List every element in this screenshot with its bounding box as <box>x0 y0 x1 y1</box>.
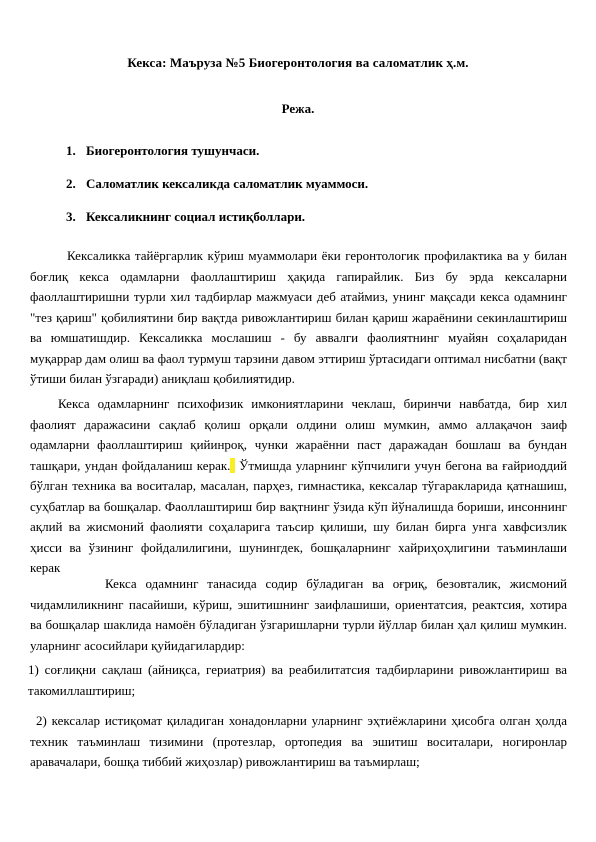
list-item-technical-support: 2) кексалар истиқомат қиладиган хонадонларни уларнинг эҳтиёжларини ҳисобга олган ҳолда техник таъминлаш тизимини (протезлар, ортопедия ва эшитиш воситалари, ногиронлар аравачалари, бошқа тиббий жиҳозлар) ривожлантириш ва таъмирлаш; <box>30 713 567 769</box>
plan-item <box>66 143 368 176</box>
plan-item-text: Биогеронтология тушунчаси. <box>86 143 260 158</box>
plan-item-number: 1. <box>66 143 76 158</box>
paragraph-text: Кекса одамларнинг психофизик имкониятларини чеклаш, биринчи навбатда, бир хил фаолият даражасини сақлаб қолиш орқали олдини олиш мумкин, аммо аллақачон заиф одамларни фаоллаштириш қийинроқ, чунки жараённи паст даражадан бошлаш ва бундан ташқари, ундан фойдаланиш керак. <box>30 396 567 473</box>
plan-item <box>66 209 368 242</box>
plan-list <box>66 143 368 242</box>
plan-item-text: Кексаликнинг социал истиқболлари. <box>86 209 306 224</box>
paragraph-text: Ўтмишда уларнинг кўпчилиги учун бегона ва ғайриоддий бўлган техника ва воситалар, масалан, парҳез, гимнастика, кексалар тўгаракларида қатнашиш, суҳбатлар ва бошқалар. Фаоллаштириш бир вақтнинг ўзида кўп йўналишда бориши, инсоннинг ақлий ва жисмоний фаолияти соҳаларига таъсир қилиши, шу билан бирга унга хавфсизлик ҳисси ва ўзининг фойдалилигини, шунингдек, бошқаларнинг хайриҳоҳлигини таъминлаши керак <box>30 457 568 575</box>
plan-item-number: 2. <box>66 176 76 191</box>
plan-heading: Режа. <box>281 101 315 116</box>
lecture-title: Кекса: Маъруза №5 Биогеронтология ва саломатлик ҳ.м. <box>127 55 469 70</box>
paragraph-psychophysical-limits <box>30 394 567 579</box>
list-item-healthcare: 1) соғлиқни сақлаш (айниқса, гериатрия) ва реабилитатсия тадбирларини ривожлантириш ва такомиллаштириш; <box>28 662 567 698</box>
paragraph-body-changes: Кекса одамнинг танасида содир бўладиган ва оғриқ, безовталик, жисмоний чидамлиликнинг пасайиши, кўриш, эшитишнинг заифлашиши, ориентатсия, реактсия, хотира ва бошқалар шаклида намоён бўладиган ўзгаришларни турли йўллар билан ҳал қилиш мумкин. уларнинг асосийлари қуйидагилардир: <box>30 576 567 653</box>
plan-item-number: 3. <box>66 209 76 224</box>
plan-item <box>66 176 368 209</box>
plan-item-text: Саломатлик кексаликда саломатлик муаммоси. <box>86 176 369 191</box>
paragraph-aging-preparation: Кексаликка тайёргарлик кўриш муаммолари ёки геронтологик профилактика ва у билан боғлиқ кекса одамларни фаоллаштириш ҳақида гапирайлик. Биз бу эрда кексаларни фаоллаштиришни турли хил тадбирлар мажмуаси деб атаймиз, унинг мақсади кекса одамнинг "тез қариш" қобилиятини бир вақтда ривожлантириш билан қариш жараёнини секинлаштириш ва юмшатишдир. Кексаликка мослашиш - бу аввалги фаолиятнинг муайян соҳаларидан муқаррар дам олиш ва фаол турмуш тарзини давом эттириш ўртасидаги оптимал нисбатни (вақт ўтиши билан ўзгаради) аниқлаш қобилиятидир. <box>30 248 567 386</box>
